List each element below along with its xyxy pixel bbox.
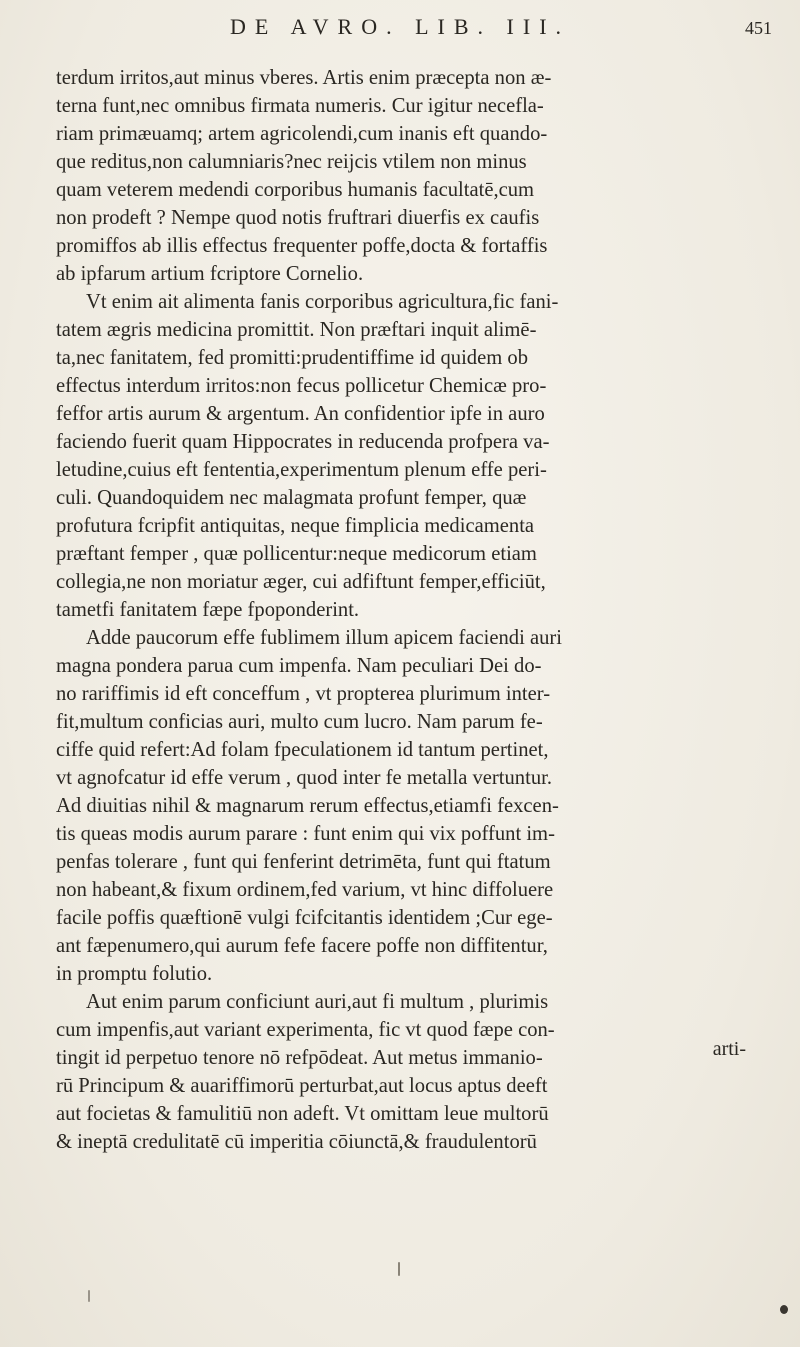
text-line: fit,multum conficias auri, multo cum lucro. Nam parum fe- (56, 711, 543, 733)
text-line: tatem ægris medicina promittit. Non præftari inquit alimē- (56, 319, 537, 341)
text-line: rū Principum & auariffimorū perturbat,aut locus aptus deeft (56, 1075, 548, 1097)
text-line: effectus interdum irritos:non fecus pollicetur Chemicæ pro- (56, 375, 547, 397)
text-line: Adde paucorum effe fublimem illum apicem faciendi auri (86, 627, 562, 649)
text-line: riam primæuamq; artem agricolendi,cum inanis eft quando- (56, 123, 548, 145)
running-title: DE AVRO. LIB. III. (229, 14, 571, 39)
text-line: feffor artis aurum & argentum. An confidentior ipfe in auro (56, 403, 545, 425)
text-line: terdum irritos,aut minus vberes. Artis enim præcepta non æ- (56, 67, 552, 89)
text-line: collegia,ne non moriatur æger, cui adfiftunt femper,efficiūt, (56, 571, 546, 593)
text-line: faciendo fuerit quam Hippocrates in reducenda profpera va- (56, 431, 550, 453)
ink-speck (780, 1305, 788, 1314)
text-line: que reditus,non calumniaris?nec reijcis vtilem non minus (56, 151, 527, 173)
text-line: ab ipfarum artium fcriptore Cornelio. (56, 263, 364, 285)
body-text (56, 64, 770, 1156)
text-line: ant fæpenumero,qui aurum fefe facere poffe non diffitentur, (56, 935, 548, 957)
text-line: Aut enim parum conficiunt auri,aut fi multum , plurimis (86, 991, 549, 1013)
catchword: arti- (712, 1038, 746, 1060)
text-line: tametfi fanitatem fæpe fpoponderint. (56, 599, 360, 621)
paragraph-3 (56, 624, 770, 988)
text-line: ta,nec fanitatem, fed promitti:prudentiffime id quidem ob (56, 347, 528, 369)
text-line: præftant femper , quæ pollicentur:neque medicorum etiam (56, 543, 537, 565)
text-line: tis queas modis aurum parare : funt enim qui vix poffunt im- (56, 823, 555, 845)
text-line: quam veterem medendi corporibus humanis facultatē,cum (56, 179, 535, 201)
text-line: no rariffimis id eft conceffum , vt propterea plurimum inter- (56, 683, 551, 705)
paragraph-4 (56, 988, 770, 1156)
text-line: non prodeft ? Nempe quod notis fruftrari diuerfis ex caufis (56, 207, 540, 229)
paragraph-2 (56, 288, 770, 624)
text-line: in promptu folutio. (56, 963, 213, 985)
text-line: terna funt,nec omnibus firmata numeris. Cur igitur necefla- (56, 95, 544, 117)
text-line: vt agnofcatur id effe verum , quod inter fe metalla vertuntur. (56, 767, 552, 789)
text-line: Vt enim ait alimenta fanis corporibus agricultura,fic fani- (86, 291, 559, 313)
text-line: cum impenfis,aut variant experimenta, fic vt quod fæpe con- (56, 1019, 555, 1041)
text-line: culi. Quandoquidem nec malagmata profunt femper, quæ (56, 487, 527, 509)
text-line: profutura fcripfit antiquitas, neque fimplicia medicamenta (56, 515, 535, 537)
ink-speck (88, 1290, 90, 1302)
text-line: magna pondera parua cum impenfa. Nam peculiari Dei do- (56, 655, 542, 677)
text-line: penfas tolerare , funt qui fenferint detrimēta, funt qui ftatum (56, 851, 551, 873)
text-line: Ad diuitias nihil & magnarum rerum effectus,etiamfi fexcen- (56, 795, 559, 817)
ink-speck (398, 1262, 400, 1276)
page-number: 451 (745, 18, 772, 38)
text-line: ciffe quid refert:Ad folam fpeculationem id tantum pertinet, (56, 739, 549, 761)
text-line: letudine,cuius eft fententia,experimentum plenum effe peri- (56, 459, 547, 481)
text-line: aut focietas & famulitiū non adeft. Vt omittam leue multorū (56, 1103, 549, 1125)
text-line: promiffos ab illis effectus frequenter poffe,docta & fortaffis (56, 235, 548, 257)
text-line: facile poffis quæftionē vulgi fcifcitantis identidem ;Cur ege- (56, 907, 553, 929)
text-line: & ineptā credulitatē cū imperitia cōiunctā,& fraudulentorū (56, 1131, 537, 1153)
text-line: tingit id perpetuo tenore nō refpōdeat. Aut metus immanio- (56, 1047, 543, 1069)
text-line: non habeant,& fixum ordinem,fed varium, vt hinc diffoluere (56, 879, 554, 901)
paragraph-1 (56, 64, 770, 288)
